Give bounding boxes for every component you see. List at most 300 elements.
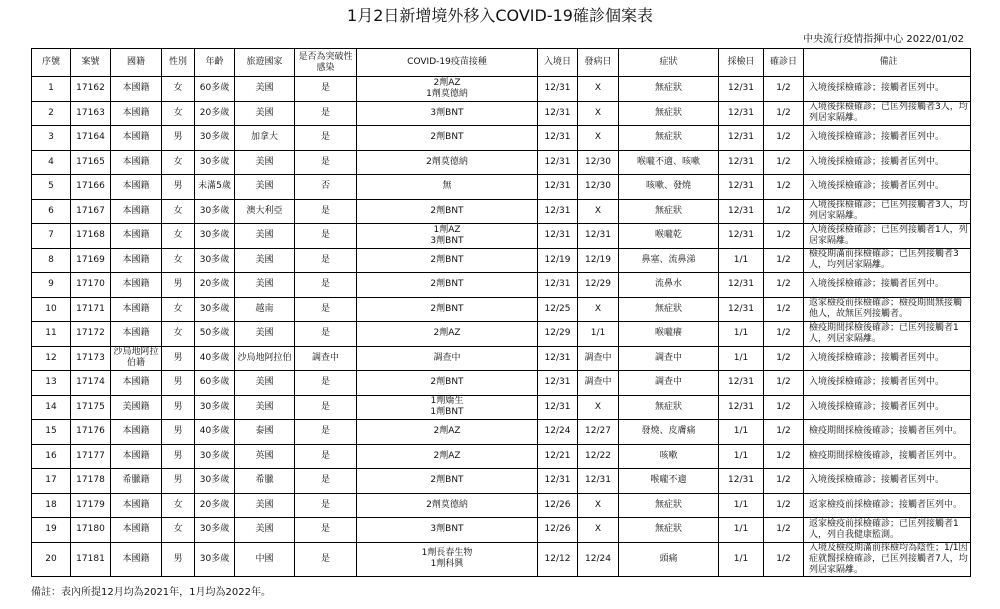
table-row [32,420,971,445]
cell-confirm: 1/2 [764,126,804,151]
cell-sex: 女 [162,199,195,224]
cell-breakthrough: 是 [295,126,357,151]
cell-entry: 12/31 [538,395,578,420]
cell-travel: 美國 [235,224,295,249]
cell-case: 17164 [71,126,111,151]
cell-entry: 12/31 [538,150,578,175]
cell-onset: X [578,126,619,151]
cell-nationality: 本國籍 [111,150,162,175]
cell-note: 入境後採檢確診；接觸者匡列中。 [804,469,971,494]
cell-sample: 1/1 [719,322,764,347]
cell-note: 返家檢疫前採檢確診；接觸者匡列中。 [804,493,971,518]
cell-note: 入境及檢疫期滿前採檢均為陰性；1/1因症就醫採檢確診，已匡列接觸者7人，均列居家隔離。 [804,542,971,576]
cell-note: 入境後採檢確診；已匡列接觸者3人，均列居家隔離。 [804,101,971,126]
cell-onset: 12/31 [578,224,619,249]
cell-confirm: 1/2 [764,493,804,518]
cell-travel: 美國 [235,518,295,543]
table-row [32,518,971,543]
issuer-date: 中央流行疫情指揮中心 2022/01/02 [803,34,964,45]
cell-onset: 12/30 [578,150,619,175]
cell-nationality: 本國籍 [111,297,162,322]
cell-symptoms: 咳嗽、發燒 [619,175,719,200]
cell-entry: 12/19 [538,248,578,273]
table-row [32,395,971,420]
cell-note: 返家檢疫前採檢確診；已匡列接觸者1人，列自我健康監測。 [804,518,971,543]
cell-vaccine: 2劑AZ [357,322,538,347]
cell-note: 檢疫期滿前採檢確診；已匡列接觸者3人，均列居家隔離。 [804,248,971,273]
cell-breakthrough: 是 [295,518,357,543]
cell-symptoms: 無症狀 [619,126,719,151]
cell-breakthrough: 是 [295,224,357,249]
cell-sample: 1/1 [719,248,764,273]
cell-age: 60多歲 [195,77,235,102]
cell-age: 30多歲 [195,248,235,273]
cell-symptoms: 無症狀 [619,493,719,518]
cell-sex: 女 [162,518,195,543]
table-row [32,444,971,469]
cell-nationality: 沙烏地阿拉伯籍 [111,346,162,371]
cell-confirm: 1/2 [764,542,804,576]
cell-sex: 女 [162,297,195,322]
cell-no: 4 [32,150,71,175]
col-header-vaccine: COVID-19疫苗接種 [357,49,538,77]
cell-sex: 女 [162,150,195,175]
cell-travel: 美國 [235,175,295,200]
cell-confirm: 1/2 [764,199,804,224]
cell-sample: 12/31 [719,101,764,126]
table-row [32,77,971,102]
cell-sex: 男 [162,346,195,371]
cell-no: 11 [32,322,71,347]
cell-travel: 澳大利亞 [235,199,295,224]
cell-nationality: 本國籍 [111,126,162,151]
cell-onset: X [578,493,619,518]
cell-sex: 女 [162,493,195,518]
cell-nationality: 本國籍 [111,322,162,347]
cell-entry: 12/31 [538,126,578,151]
col-header-confirm: 確診日 [764,49,804,77]
cell-note: 返家檢疫前採檢確診；檢疫期間無接觸他人，故無匡列接觸者。 [804,297,971,322]
cell-case: 17181 [71,542,111,576]
cell-no: 10 [32,297,71,322]
table-row [32,371,971,396]
cell-vaccine: 2劑BNT [357,469,538,494]
cell-breakthrough: 是 [295,150,357,175]
cell-case: 17166 [71,175,111,200]
cell-travel: 英國 [235,444,295,469]
cell-travel: 希臘 [235,469,295,494]
cell-travel: 美國 [235,395,295,420]
cell-travel: 美國 [235,322,295,347]
cell-sex: 男 [162,469,195,494]
cell-case: 17180 [71,518,111,543]
cell-symptoms: 頭痛 [619,542,719,576]
cell-nationality: 本國籍 [111,420,162,445]
cell-onset: 12/27 [578,420,619,445]
cell-vaccine: 2劑BNT [357,126,538,151]
cell-confirm: 1/2 [764,273,804,298]
cell-travel: 美國 [235,77,295,102]
cell-sex: 女 [162,224,195,249]
cell-nationality: 本國籍 [111,199,162,224]
cell-travel: 加拿大 [235,126,295,151]
cell-no: 3 [32,126,71,151]
cell-note: 入境後採檢確診；已匡列接觸者1人，列居家隔離。 [804,224,971,249]
cell-breakthrough: 否 [295,175,357,200]
cell-sample: 12/31 [719,150,764,175]
cell-onset: 12/29 [578,273,619,298]
cell-vaccine: 1劑AZ 3劑BNT [357,224,538,249]
cell-confirm: 1/2 [764,395,804,420]
cell-symptoms: 調查中 [619,346,719,371]
cell-entry: 12/24 [538,420,578,445]
cell-breakthrough: 是 [295,371,357,396]
cell-breakthrough: 是 [295,542,357,576]
cell-sample: 12/31 [719,77,764,102]
cell-onset: X [578,101,619,126]
cell-travel: 中國 [235,542,295,576]
col-header-breakthrough: 是否為突破性感染 [295,49,357,77]
cell-case: 17167 [71,199,111,224]
cell-sample: 12/31 [719,224,764,249]
cell-age: 30多歲 [195,126,235,151]
cell-age: 未滿5歲 [195,175,235,200]
cell-onset: 調查中 [578,346,619,371]
cell-travel: 美國 [235,371,295,396]
cell-note: 入境後採檢確診；接觸者匡列中。 [804,395,971,420]
cell-nationality: 本國籍 [111,77,162,102]
cell-breakthrough: 是 [295,395,357,420]
cell-no: 17 [32,469,71,494]
cell-travel: 美國 [235,273,295,298]
cell-note: 入境後採檢確診；接觸者匡列中。 [804,175,971,200]
cell-vaccine: 2劑BNT [357,199,538,224]
cell-breakthrough: 是 [295,199,357,224]
cell-sex: 女 [162,322,195,347]
cell-entry: 12/29 [538,322,578,347]
cell-confirm: 1/2 [764,322,804,347]
cell-symptoms: 無症狀 [619,199,719,224]
cell-sex: 男 [162,273,195,298]
cell-note: 檢疫期間採檢後確診；已匡列接觸者1人，列居家隔離。 [804,322,971,347]
cell-travel: 泰國 [235,420,295,445]
cell-symptoms: 發燒、皮膚痛 [619,420,719,445]
cell-no: 9 [32,273,71,298]
cell-no: 15 [32,420,71,445]
cell-case: 17172 [71,322,111,347]
cell-case: 17169 [71,248,111,273]
cell-note: 入境後採檢確診；接觸者匡列中。 [804,371,971,396]
cell-case: 17178 [71,469,111,494]
col-header-age: 年齡 [195,49,235,77]
cell-vaccine: 2劑莫德納 [357,150,538,175]
cell-age: 30多歲 [195,150,235,175]
cell-symptoms: 咳嗽 [619,444,719,469]
cell-nationality: 本國籍 [111,518,162,543]
cell-entry: 12/12 [538,542,578,576]
table-row [32,469,971,494]
cell-travel: 美國 [235,150,295,175]
col-header-note: 備註 [804,49,971,77]
cell-no: 1 [32,77,71,102]
cell-nationality: 本國籍 [111,175,162,200]
cell-nationality: 希臘籍 [111,469,162,494]
cell-nationality: 本國籍 [111,371,162,396]
cell-age: 30多歲 [195,518,235,543]
cell-entry: 12/31 [538,101,578,126]
cell-confirm: 1/2 [764,297,804,322]
cell-confirm: 1/2 [764,77,804,102]
cell-sex: 男 [162,395,195,420]
cell-symptoms: 鼻塞、流鼻涕 [619,248,719,273]
cell-sample: 12/31 [719,371,764,396]
table-row [32,126,971,151]
cell-vaccine: 2劑AZ [357,444,538,469]
cell-nationality: 本國籍 [111,224,162,249]
table-row [32,297,971,322]
cell-vaccine: 2劑AZ 1劑莫德納 [357,77,538,102]
cell-sex: 女 [162,101,195,126]
cell-onset: X [578,395,619,420]
cell-sex: 男 [162,444,195,469]
cell-sex: 男 [162,420,195,445]
cell-entry: 12/31 [538,199,578,224]
col-header-case: 案號 [71,49,111,77]
cell-age: 20多歲 [195,273,235,298]
cell-travel: 沙烏地阿拉伯 [235,346,295,371]
col-header-entry: 入境日 [538,49,578,77]
col-header-nationality: 國籍 [111,49,162,77]
cell-breakthrough: 是 [295,444,357,469]
cell-confirm: 1/2 [764,248,804,273]
cell-case: 17173 [71,346,111,371]
cell-nationality: 本國籍 [111,101,162,126]
cell-onset: 12/31 [578,469,619,494]
cell-confirm: 1/2 [764,346,804,371]
cell-travel: 美國 [235,248,295,273]
cell-note: 入境後採檢確診；已匡列接觸者3人，均列居家隔離。 [804,199,971,224]
footnote: 備註：表內所提12月均為2021年，1月均為2022年。 [31,587,271,598]
cell-age: 50多歲 [195,322,235,347]
cell-no: 2 [32,101,71,126]
cell-no: 19 [32,518,71,543]
cell-symptoms: 流鼻水 [619,273,719,298]
cell-entry: 12/31 [538,346,578,371]
cell-breakthrough: 是 [295,420,357,445]
cell-note: 檢疫期間採檢後確診，接觸者匡列中。 [804,444,971,469]
cell-age: 20多歲 [195,493,235,518]
cell-onset: X [578,77,619,102]
cell-symptoms: 喉嚨乾 [619,224,719,249]
cell-age: 30多歲 [195,297,235,322]
cell-case: 17162 [71,77,111,102]
cell-no: 16 [32,444,71,469]
cell-sample: 1/1 [719,420,764,445]
cell-case: 17170 [71,273,111,298]
cell-confirm: 1/2 [764,444,804,469]
cell-sex: 男 [162,371,195,396]
cell-note: 入境後採檢確診；接觸者匡列中。 [804,273,971,298]
cell-onset: 12/24 [578,542,619,576]
cell-nationality: 美國籍 [111,395,162,420]
cell-age: 30多歲 [195,199,235,224]
cell-onset: 12/22 [578,444,619,469]
cell-onset: X [578,199,619,224]
cell-entry: 12/31 [538,371,578,396]
cell-onset: 12/19 [578,248,619,273]
cell-no: 8 [32,248,71,273]
cell-vaccine: 1劑嬌生 1劑BNT [357,395,538,420]
table-row [32,542,971,576]
cell-entry: 12/31 [538,175,578,200]
cell-vaccine: 3劑BNT [357,101,538,126]
cell-onset: 12/30 [578,175,619,200]
cell-symptoms: 無症狀 [619,297,719,322]
cell-note: 入境後採檢確診；接觸者匡列中。 [804,126,971,151]
cell-sample: 1/1 [719,444,764,469]
cell-symptoms: 喉嚨不適、咳嗽 [619,150,719,175]
cell-confirm: 1/2 [764,518,804,543]
cell-entry: 12/31 [538,224,578,249]
cell-nationality: 本國籍 [111,444,162,469]
cell-case: 17168 [71,224,111,249]
page-title: 1月2日新增境外移入COVID-19確診個案表 [347,6,653,25]
cell-travel: 美國 [235,101,295,126]
table-row [32,248,971,273]
cell-confirm: 1/2 [764,420,804,445]
cell-age: 20多歲 [195,101,235,126]
case-table [31,48,971,577]
cell-onset: X [578,518,619,543]
cell-case: 17176 [71,420,111,445]
cell-vaccine: 3劑BNT [357,518,538,543]
cell-vaccine: 2劑莫德納 [357,493,538,518]
cell-age: 40多歲 [195,420,235,445]
cell-case: 17175 [71,395,111,420]
col-header-sample: 採檢日 [719,49,764,77]
cell-sample: 1/1 [719,493,764,518]
cell-case: 17179 [71,493,111,518]
table-row [32,150,971,175]
cell-vaccine: 2劑AZ [357,420,538,445]
cell-case: 17177 [71,444,111,469]
cell-case: 17174 [71,371,111,396]
cell-no: 13 [32,371,71,396]
cell-case: 17163 [71,101,111,126]
cell-vaccine: 2劑BNT [357,297,538,322]
cell-confirm: 1/2 [764,101,804,126]
cell-age: 30多歲 [195,444,235,469]
cell-sample: 12/31 [719,395,764,420]
cell-breakthrough: 是 [295,273,357,298]
cell-vaccine: 1劑長春生物 1劑科興 [357,542,538,576]
cell-vaccine: 2劑BNT [357,248,538,273]
cell-onset: 1/1 [578,322,619,347]
cell-sample: 1/1 [719,346,764,371]
cell-sample: 12/31 [719,469,764,494]
table-row [32,101,971,126]
cell-breakthrough: 是 [295,77,357,102]
cell-entry: 12/26 [538,493,578,518]
cell-sex: 男 [162,126,195,151]
cell-note: 檢疫期間採檢後確診；接觸者匡列中。 [804,420,971,445]
col-header-onset: 發病日 [578,49,619,77]
cell-case: 17165 [71,150,111,175]
cell-age: 30多歲 [195,224,235,249]
cell-confirm: 1/2 [764,175,804,200]
cell-vaccine: 2劑BNT [357,273,538,298]
cell-confirm: 1/2 [764,469,804,494]
cell-sample: 12/31 [719,273,764,298]
cell-no: 14 [32,395,71,420]
cell-symptoms: 喉嚨不適 [619,469,719,494]
cell-age: 30多歲 [195,395,235,420]
cell-nationality: 本國籍 [111,248,162,273]
table-header-row [32,49,971,77]
cell-note: 入境後採檢確診；接觸者匡列中。 [804,150,971,175]
cell-no: 7 [32,224,71,249]
table-row [32,175,971,200]
col-header-travel: 旅遊國家 [235,49,295,77]
cell-confirm: 1/2 [764,150,804,175]
cell-no: 20 [32,542,71,576]
cell-sex: 男 [162,542,195,576]
cell-nationality: 本國籍 [111,542,162,576]
cell-breakthrough: 調查中 [295,346,357,371]
cell-sample: 1/1 [719,542,764,576]
cell-age: 40多歲 [195,346,235,371]
cell-sex: 女 [162,77,195,102]
table-row [32,199,971,224]
cell-sex: 女 [162,248,195,273]
cell-age: 30多歲 [195,469,235,494]
cell-no: 6 [32,199,71,224]
cell-entry: 12/25 [538,297,578,322]
cell-age: 60多歲 [195,371,235,396]
cell-confirm: 1/2 [764,224,804,249]
cell-no: 5 [32,175,71,200]
cell-travel: 越南 [235,297,295,322]
cell-entry: 12/21 [538,444,578,469]
cell-breakthrough: 是 [295,101,357,126]
cell-note: 入境後採檢確診；接觸者匡列中。 [804,346,971,371]
cell-age: 30多歲 [195,542,235,576]
col-header-no: 序號 [32,49,71,77]
table-row [32,346,971,371]
cell-sample: 12/31 [719,175,764,200]
cell-vaccine: 2劑BNT [357,371,538,396]
cell-symptoms: 無症狀 [619,101,719,126]
cell-breakthrough: 是 [295,493,357,518]
cell-symptoms: 無症狀 [619,395,719,420]
table-row [32,273,971,298]
cell-no: 18 [32,493,71,518]
cell-sample: 1/1 [719,518,764,543]
table-row [32,493,971,518]
cell-symptoms: 調查中 [619,371,719,396]
table-row [32,224,971,249]
cell-entry: 12/31 [538,77,578,102]
cell-case: 17171 [71,297,111,322]
cell-sex: 男 [162,175,195,200]
cell-breakthrough: 是 [295,248,357,273]
cell-confirm: 1/2 [764,371,804,396]
cell-no: 12 [32,346,71,371]
cell-sample: 12/31 [719,297,764,322]
table-row [32,322,971,347]
cell-vaccine: 調查中 [357,346,538,371]
cell-breakthrough: 是 [295,469,357,494]
